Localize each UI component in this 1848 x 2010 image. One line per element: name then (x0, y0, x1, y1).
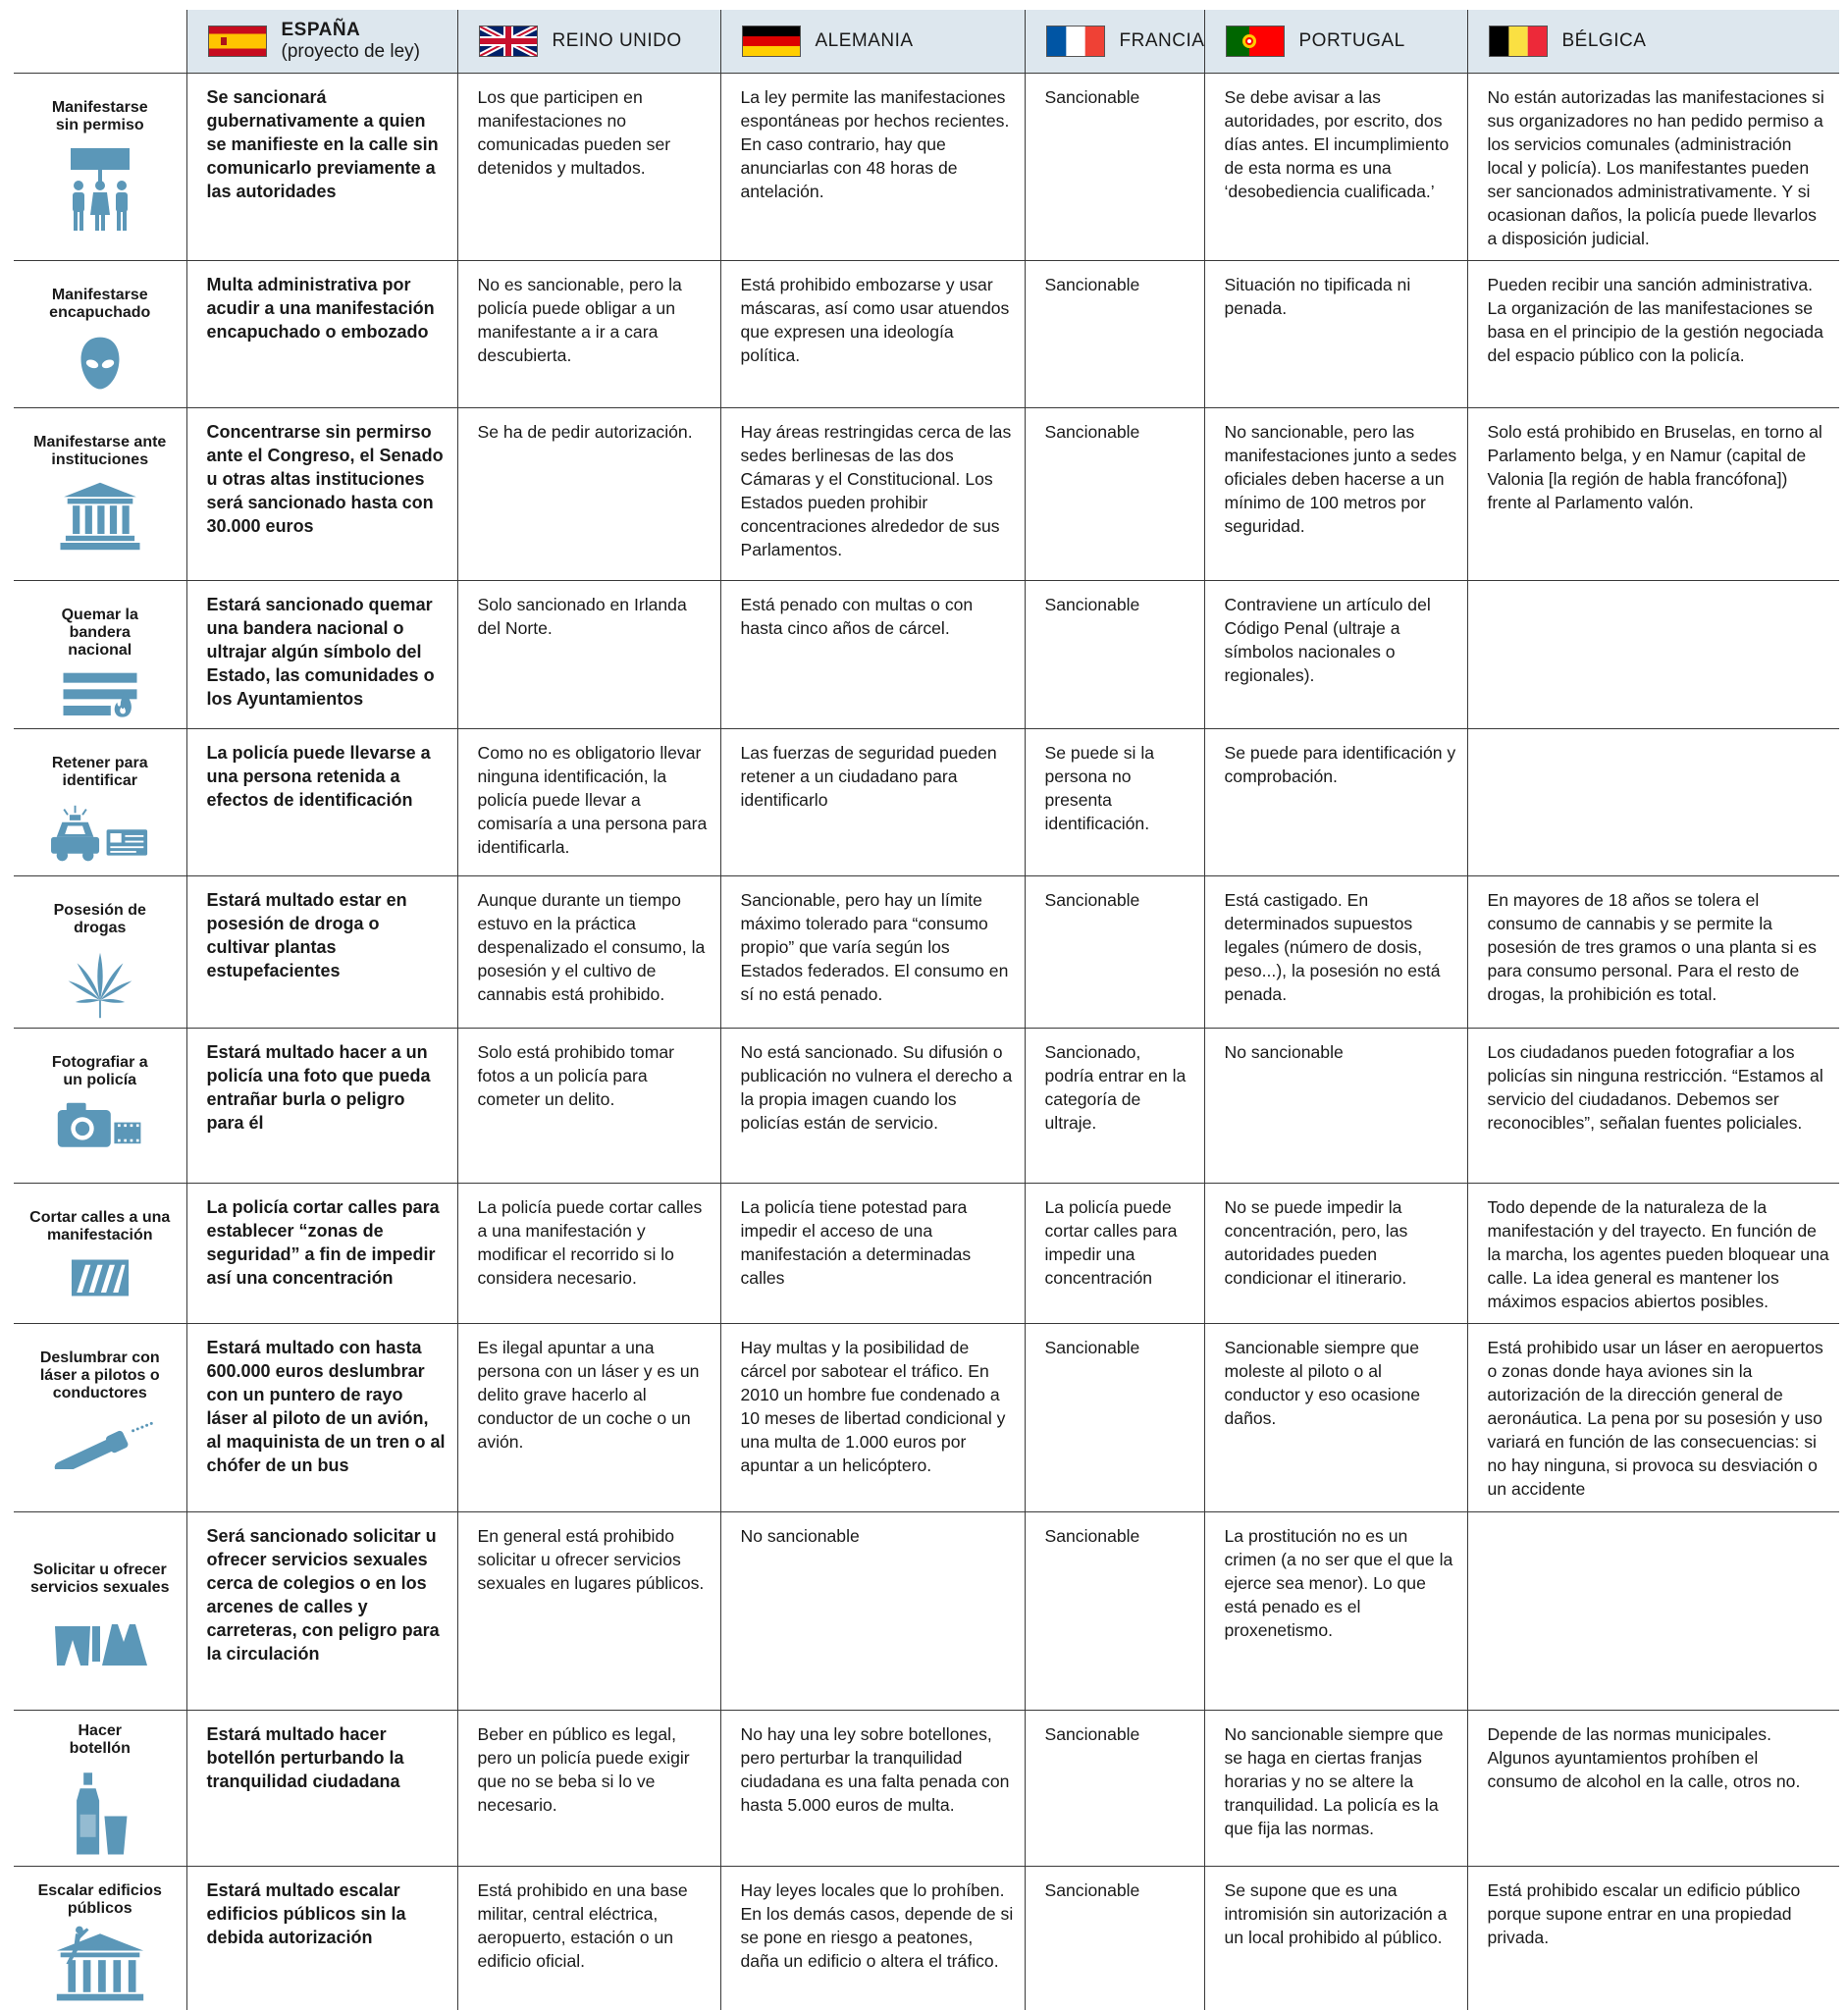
portugal-cell: Se supone que es una intromisión sin autorización a un local prohibido al público. (1204, 1867, 1467, 2010)
category-label: Quemar la bandera nacional (41, 607, 159, 660)
category-cell (14, 1029, 186, 1184)
column-header-france (1025, 10, 1204, 74)
uk-cell: En general está prohibido solicitar u ofrecer servicios sexuales en lugares públicos. (457, 1512, 720, 1711)
table-row (14, 581, 1839, 729)
category-label: Manifestarse ante instituciones (16, 434, 185, 469)
belgium-cell (1467, 581, 1839, 729)
category-label: Manifestarse sin permiso (46, 99, 154, 134)
hooded-face-icon (77, 334, 124, 393)
category-cell (14, 1184, 186, 1324)
table-row (14, 1324, 1839, 1512)
category-label: Escalar edificios públicos (26, 1882, 174, 1918)
germany-cell: No sancionable (720, 1512, 1025, 1711)
belgium-cell: Está prohibido escalar un edificio público porque supone entrar en una propiedad privada. (1467, 1867, 1839, 2010)
spain-cell: Será sancionado solicitar u ofrecer servicios sexuales cerca de colegios o en los arcenes de calles y carreteras, con peligro para la circulación (186, 1512, 457, 1711)
column-title: ALEMANIA (816, 30, 914, 52)
category-cell (14, 581, 186, 729)
belgium-cell: En mayores de 18 años se tolera el consumo de cannabis y se permite la posesión de tres gramos o una planta si es para consumo personal. Para el resto de drogas, la prohibición es total. (1467, 876, 1839, 1029)
portugal-cell: Se puede para identificación y comprobación. (1204, 729, 1467, 876)
parliament-building-icon (59, 481, 141, 552)
cannabis-leaf-icon (65, 949, 135, 1020)
france-cell: Sancionable (1025, 261, 1204, 408)
spain-cell: Concentrarse sin permirso ante el Congreso, el Senado u otras altas instituciones será sancionado hasta con 30.000 euros (186, 408, 457, 581)
category-cell (14, 1867, 186, 2010)
germany-cell: No está sancionado. Su difusión o publicación no vulnera el derecho a la propia imagen cuando los policías están de servicio. (720, 1029, 1025, 1184)
france-cell: Sancionable (1025, 1512, 1204, 1711)
belgium-cell: Depende de las normas municipales. Algunos ayuntamientos prohíben el consumo de alcohol en la calle, otros no. (1467, 1711, 1839, 1867)
spain-cell: La policía puede llevarse a una persona retenida a efectos de identificación (186, 729, 457, 876)
germany-cell: Está penado con multas o con hasta cinco años de cárcel. (720, 581, 1025, 729)
category-label: Hacer botellón (51, 1722, 149, 1758)
table-row (14, 1184, 1839, 1324)
table-row (14, 1867, 1839, 2010)
uk-cell: Solo está prohibido tomar fotos a un policía para cometer un delito. (457, 1029, 720, 1184)
belgium-cell (1467, 1512, 1839, 1711)
france-cell: Sancionable (1025, 1711, 1204, 1867)
column-title: PORTUGAL (1299, 30, 1405, 52)
germany-cell: La policía tiene potestad para impedir el acceso de una manifestación a determinadas calles (720, 1184, 1025, 1324)
category-label: Deslumbrar con láser a pilotos o conductores (26, 1349, 174, 1402)
portugal-cell: La prostitución no es un crimen (a no ser que el que la ejerce sea menor). Lo que está penado es el proxenetismo. (1204, 1512, 1467, 1711)
category-cell (14, 74, 186, 261)
burning-flag-icon (63, 671, 137, 720)
portugal-cell: Está castigado. En determinados supuestos legales (número de dosis, peso...), la posesión no está penada. (1204, 876, 1467, 1029)
portugal-cell: No sancionable, pero las manifestaciones junto a sedes oficiales deben hacerse a un mínimo de 100 metros por seguridad. (1204, 408, 1467, 581)
belgium-cell (1467, 729, 1839, 876)
category-cell (14, 876, 186, 1029)
climber-building-icon (53, 1926, 147, 2002)
category-label: Retener para identificar (46, 755, 154, 790)
spain-cell: Multa administrativa por acudir a una manifestación encapuchado o embozado (186, 261, 457, 408)
header-row (14, 10, 1839, 74)
uk-cell: Solo sancionado en Irlanda del Norte. (457, 581, 720, 729)
column-title: FRANCIA (1120, 30, 1205, 52)
portugal-cell: Se debe avisar a las autoridades, por escrito, dos días antes. El incumplimiento de esta norma es una ‘desobediencia cualificada.’ (1204, 74, 1467, 261)
france-cell: Sancionable (1025, 581, 1204, 729)
portugal-cell: No sancionable (1204, 1029, 1467, 1184)
uk-cell: Beber en público es legal, pero un policía puede exigir que no se beba si lo ve necesario. (457, 1711, 720, 1867)
germany-flag-icon (743, 26, 800, 56)
column-title: ESPAÑA (282, 20, 361, 40)
france-cell: La policía puede cortar calles para impedir una concentración (1025, 1184, 1204, 1324)
france-cell: Sancionado, podría entrar en la categoría de ultraje. (1025, 1029, 1204, 1184)
spain-cell: Estará multado hacer botellón perturbando la tranquilidad ciudadana (186, 1711, 457, 1867)
protest-people-icon (61, 146, 139, 235)
table-row (14, 1512, 1839, 1711)
category-label: Cortar calles a una manifestación (22, 1209, 179, 1244)
portugal-flag-icon (1227, 26, 1284, 56)
germany-cell: No hay una ley sobre botellones, pero perturbar la tranquilidad ciudadana es una falta penada con hasta 5.000 euros de multa. (720, 1711, 1025, 1867)
belgium-cell: Está prohibido usar un láser en aeropuertos o zonas donde haya aviones sin la autorización de la dirección general de aeronáutica. La pena por su posesión y uso variará en función de las consecuencias: si no hay ninguna, si provoca su desviación o un accidente (1467, 1324, 1839, 1512)
uk-cell: Es ilegal apuntar a una persona con un láser y es un delito grave hacerlo al conductor de un coche o un avión. (457, 1324, 720, 1512)
category-label: Posesión de drogas (51, 902, 149, 937)
france-cell: Sancionable (1025, 876, 1204, 1029)
germany-cell: Está prohibido embozarse y usar máscaras, así como usar atuendos que expresen una ideología política. (720, 261, 1025, 408)
sex-services-icon (51, 1622, 149, 1671)
spain-cell: Se sancionará gubernativamente a quien se manifieste en la calle sin comunicarlo previamente a las autoridades (186, 74, 457, 261)
table-row (14, 1711, 1839, 1867)
france-cell: Sancionable (1025, 408, 1204, 581)
table-row (14, 408, 1839, 581)
uk-cell: Se ha de pedir autorización. (457, 408, 720, 581)
column-title: REINO UNIDO (553, 30, 682, 52)
category-cell (14, 729, 186, 876)
bottle-glass-icon (70, 1768, 131, 1858)
spain-cell: Estará sancionado quemar una bandera nacional o ultrajar algún símbolo del Estado, las comunidades o los Ayuntamientos (186, 581, 457, 729)
germany-cell: Las fuerzas de seguridad pueden retener a un ciudadano para identificarlo (720, 729, 1025, 876)
column-header-belgium (1467, 10, 1839, 74)
spain-cell: Estará multado escalar edificios públicos sin la debida autorización (186, 1867, 457, 2010)
uk-cell: No es sancionable, pero la policía puede obligar a un manifestante a ir a cara descubierta. (457, 261, 720, 408)
germany-cell: Sancionable, pero hay un límite máximo tolerado para “consumo propio” que varía según los Estados federados. El consumo en sí no está penado. (720, 876, 1025, 1029)
belgium-flag-icon (1490, 26, 1547, 56)
category-label: Fotografiar a un policía (41, 1054, 159, 1089)
germany-cell: Hay multas y la posibilidad de cárcel por sabotear el tráfico. En 2010 un hombre fue condenado a 10 meses de libertad condicional y una multa de 1.000 euros por apuntar a un helicóptero. (720, 1324, 1025, 1512)
belgium-cell: Todo depende de la naturaleza de la manifestación y del trayecto. En función de la marcha, los agentes pueden bloquear una calle. La idea general es mantener los máximos espacios abiertos posibles. (1467, 1184, 1839, 1324)
police-car-id-icon (48, 802, 152, 867)
portugal-cell: Situación no tipificada ni penada. (1204, 261, 1467, 408)
spain-cell: Estará multado con hasta 600.000 euros deslumbrar con un puntero de rayo láser al piloto de un avión, al maquinista de un tren o al chófer de un bus (186, 1324, 457, 1512)
column-header-germany (720, 10, 1025, 74)
uk-cell: Los que participen en manifestaciones no comunicadas pueden ser detenidos y multados. (457, 74, 720, 261)
table-row (14, 1029, 1839, 1184)
comparison-table (14, 10, 1839, 2010)
category-cell (14, 261, 186, 408)
france-cell: Se puede si la persona no presenta identificación. (1025, 729, 1204, 876)
portugal-cell: Contraviene un artículo del Código Penal (ultraje a símbolos nacionales o regionales). (1204, 581, 1467, 729)
spain-cell: Estará multado hacer a un policía una foto que pueda entrañar burla o peligro para él (186, 1029, 457, 1184)
france-cell: Sancionable (1025, 1867, 1204, 2010)
spain-cell: Estará multado estar en posesión de droga o cultivar plantas estupefacientes (186, 876, 457, 1029)
column-subtitle: (proyecto de ley) (282, 41, 421, 63)
category-label: Manifestarse encapuchado (41, 287, 159, 322)
uk-flag-icon (480, 26, 537, 56)
laser-pointer-icon (41, 1414, 159, 1469)
road-barrier-icon (70, 1256, 131, 1299)
header-corner (14, 10, 186, 74)
germany-cell: Hay áreas restringidas cerca de las sedes berlinesas de las dos Cámaras y el Constitucional. Los Estados pueden prohibir concentraciones alrededor de sus Parlamentos. (720, 408, 1025, 581)
column-header-uk (457, 10, 720, 74)
belgium-cell: Pueden recibir una sanción administrativa. La organización de las manifestaciones se basa en el principio de la gestión negociada del espacio público con la policía. (1467, 261, 1839, 408)
portugal-cell: Sancionable siempre que moleste al piloto o al conductor y eso ocasione daños. (1204, 1324, 1467, 1512)
germany-cell: La ley permite las manifestaciones espontáneas por hechos recientes. En caso contrario, hay que anunciarlas con 48 horas de antelación. (720, 74, 1025, 261)
table-row (14, 74, 1839, 261)
france-flag-icon (1047, 26, 1104, 56)
uk-cell: Aunque durante un tiempo estuvo en la práctica despenalizado el consumo, la posesión y el cultivo de cannabis está prohibido. (457, 876, 720, 1029)
uk-cell: Está prohibido en una base militar, central eléctrica, aeropuerto, estación o un edificio oficial. (457, 1867, 720, 2010)
spain-flag-icon (209, 26, 266, 56)
france-cell: Sancionable (1025, 1324, 1204, 1512)
uk-cell: Como no es obligatorio llevar ninguna identificación, la policía puede llevar a comisaría a una persona para identificarla. (457, 729, 720, 876)
column-title: BÉLGICA (1562, 30, 1647, 52)
column-header-portugal (1204, 10, 1467, 74)
spain-cell: La policía cortar calles para establecer “zonas de seguridad” a fin de impedir así una concentración (186, 1184, 457, 1324)
column-header-spain (186, 10, 457, 74)
category-cell (14, 1711, 186, 1867)
portugal-cell: No se puede impedir la concentración, pero, las autoridades pueden condicionar el itinerario. (1204, 1184, 1467, 1324)
table-row (14, 261, 1839, 408)
portugal-cell: No sancionable siempre que se haga en ciertas franjas horarias y no se altere la tranquilidad. La policía es la que fija las normas. (1204, 1711, 1467, 1867)
category-cell (14, 408, 186, 581)
belgium-cell: No están autorizadas las manifestaciones si sus organizadores no han pedido permiso a los servicios comunales (administración local y policía). Los manifestantes pueden ser sancionados administrativamente. Y si ocasionan daños, la policía puede llevarlos a disposición judicial. (1467, 74, 1839, 261)
uk-cell: La policía puede cortar calles a una manifestación y modificar el recorrido si lo considera necesario. (457, 1184, 720, 1324)
category-cell (14, 1324, 186, 1512)
germany-cell: Hay leyes locales que lo prohíben. En los demás casos, depende de si se pone en riesgo a peatones, daña un edificio o altera el tráfico. (720, 1867, 1025, 2010)
table-row (14, 729, 1839, 876)
belgium-cell: Solo está prohibido en Bruselas, en torno al Parlamento belga, y en Namur (capital de Valonia [la región de habla francófona]) frente al Parlamento valón. (1467, 408, 1839, 581)
france-cell: Sancionable (1025, 74, 1204, 261)
category-cell (14, 1512, 186, 1711)
table-row (14, 876, 1839, 1029)
belgium-cell: Los ciudadanos pueden fotografiar a los policías sin ninguna restricción. “Estamos al servicio del ciudadanos. Debemos ser reconocibles”, señalan fuentes policiales. (1467, 1029, 1839, 1184)
camera-icon (55, 1101, 145, 1154)
category-label: Solicitar u ofrecer servicios sexuales (26, 1561, 174, 1597)
